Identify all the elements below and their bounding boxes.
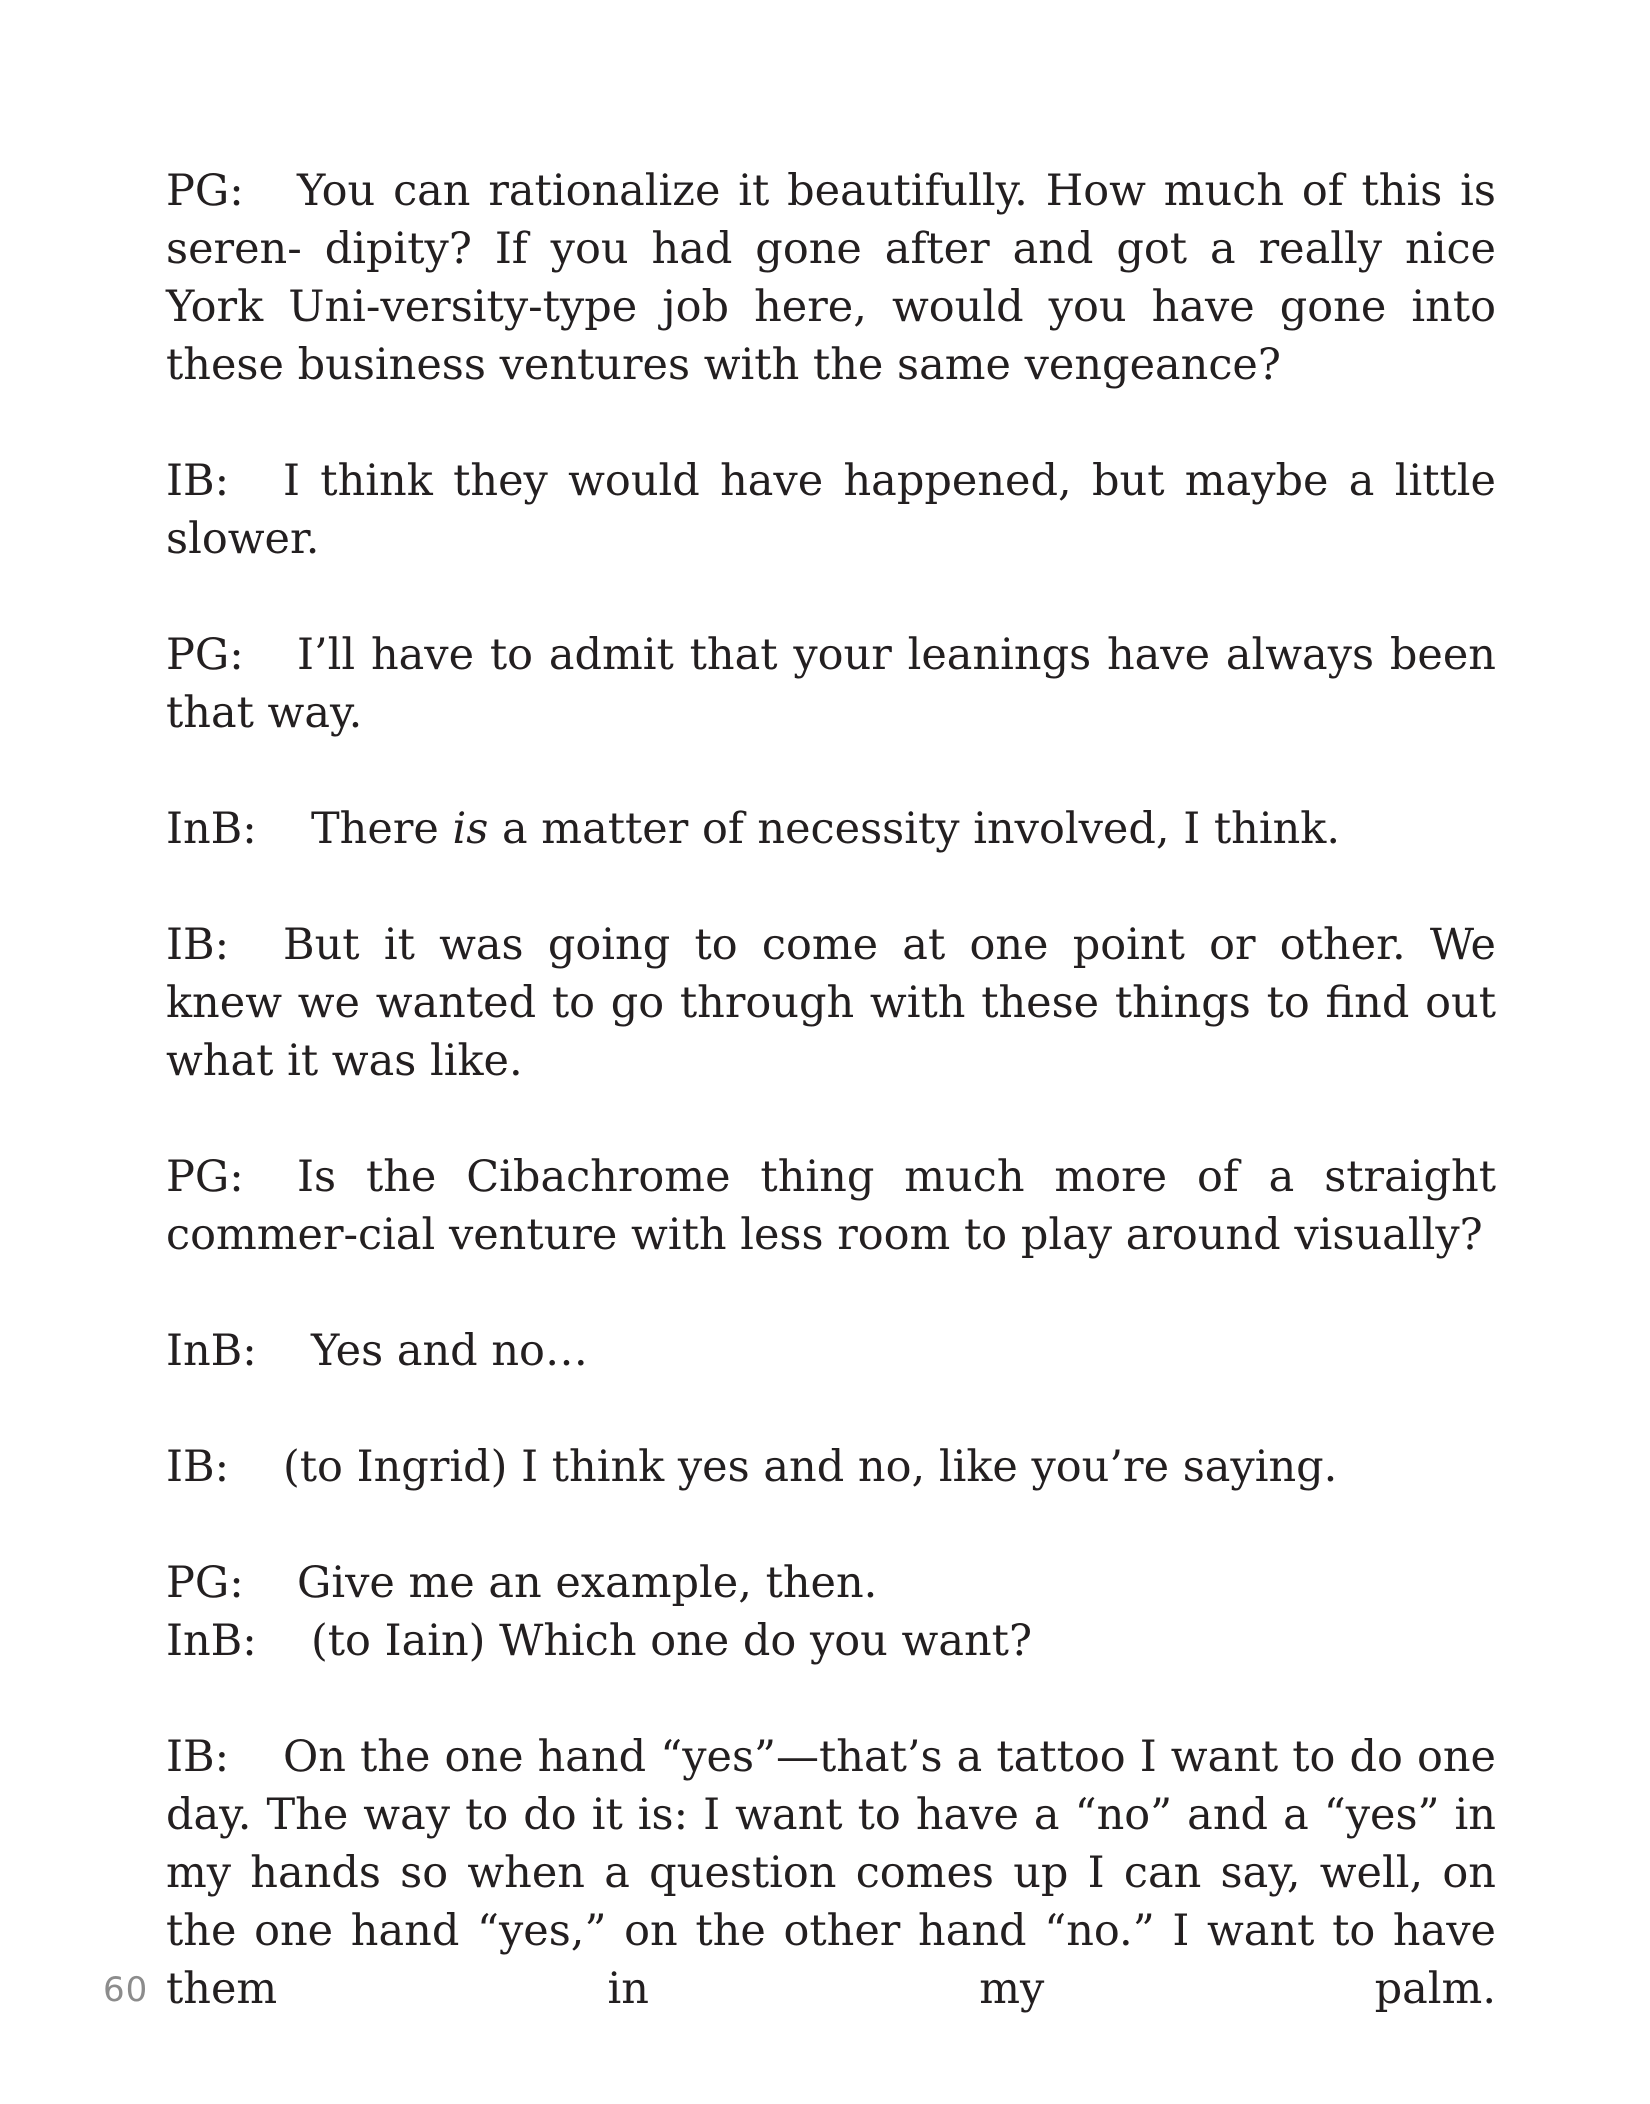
dialogue-text: I think they would have happened, but maybe a little slower. bbox=[166, 456, 1496, 564]
speaker-label: IB: bbox=[166, 1442, 230, 1492]
interview-transcript bbox=[166, 162, 1496, 2018]
dialogue-text: (to Ingrid) I think yes and no, like you’re saying. bbox=[283, 1442, 1338, 1492]
dialogue-text: But it was going to come at one point or other. We knew we wanted to go through with these things to find out what it was like. bbox=[166, 920, 1496, 1086]
dialogue-text: Yes and no… bbox=[311, 1326, 588, 1376]
dialogue-paragraph bbox=[166, 916, 1496, 1090]
dialogue-paragraph bbox=[166, 800, 1496, 858]
speaker-label: IB: bbox=[166, 1732, 230, 1782]
dialogue-paragraph bbox=[166, 1728, 1496, 2018]
speaker-label: IB: bbox=[166, 920, 230, 970]
dialogue-paragraph bbox=[166, 1148, 1496, 1264]
dialogue-text-before: There bbox=[311, 804, 453, 854]
dialogue-text: On the one hand “yes”—that’s a tattoo I want to do one day. The way to do it is: I want to have a “no” and a “yes” in my hands so when a question comes up I can say, well, on the one hand “yes,” on the other hand “no.” I want to have them in my palm. bbox=[166, 1732, 1496, 2014]
page-number: 60 bbox=[103, 1970, 149, 2010]
dialogue-paragraph bbox=[166, 1438, 1496, 1496]
dialogue-text: (to Iain) Which one do you want? bbox=[311, 1616, 1033, 1666]
speaker-label: PG: bbox=[166, 1558, 244, 1608]
dialogue-paragraph bbox=[166, 626, 1496, 742]
dialogue-paragraph bbox=[166, 452, 1496, 568]
dialogue-text: Is the Cibachrome thing much more of a straight commer-cial venture with less room to play around visually? bbox=[166, 1152, 1496, 1260]
dialogue-paragraph bbox=[166, 162, 1496, 394]
speaker-label: PG: bbox=[166, 166, 244, 216]
dialogue-paragraph bbox=[166, 1322, 1496, 1380]
speaker-label: PG: bbox=[166, 630, 244, 680]
dialogue-paragraph bbox=[166, 1554, 1496, 1612]
dialogue-text-after: a matter of necessity involved, I think. bbox=[488, 804, 1340, 854]
dialogue-text: You can rationalize it beautifully. How much of this is seren- dipity? If you had gone after and got a really nice York Uni-versity-type job here, would you have gone into these business ventures with the same vengeance? bbox=[166, 166, 1496, 390]
speaker-label: PG: bbox=[166, 1152, 244, 1202]
speaker-label: InB: bbox=[166, 1326, 257, 1376]
dialogue-paragraph bbox=[166, 1612, 1496, 1670]
speaker-label: InB: bbox=[166, 804, 257, 854]
dialogue-text: Give me an example, then. bbox=[297, 1558, 878, 1608]
dialogue-text-emphasis: is bbox=[452, 804, 489, 854]
dialogue-text: I’ll have to admit that your leanings have always been that way. bbox=[166, 630, 1496, 738]
speaker-label: IB: bbox=[166, 456, 230, 506]
speaker-label: InB: bbox=[166, 1616, 257, 1666]
